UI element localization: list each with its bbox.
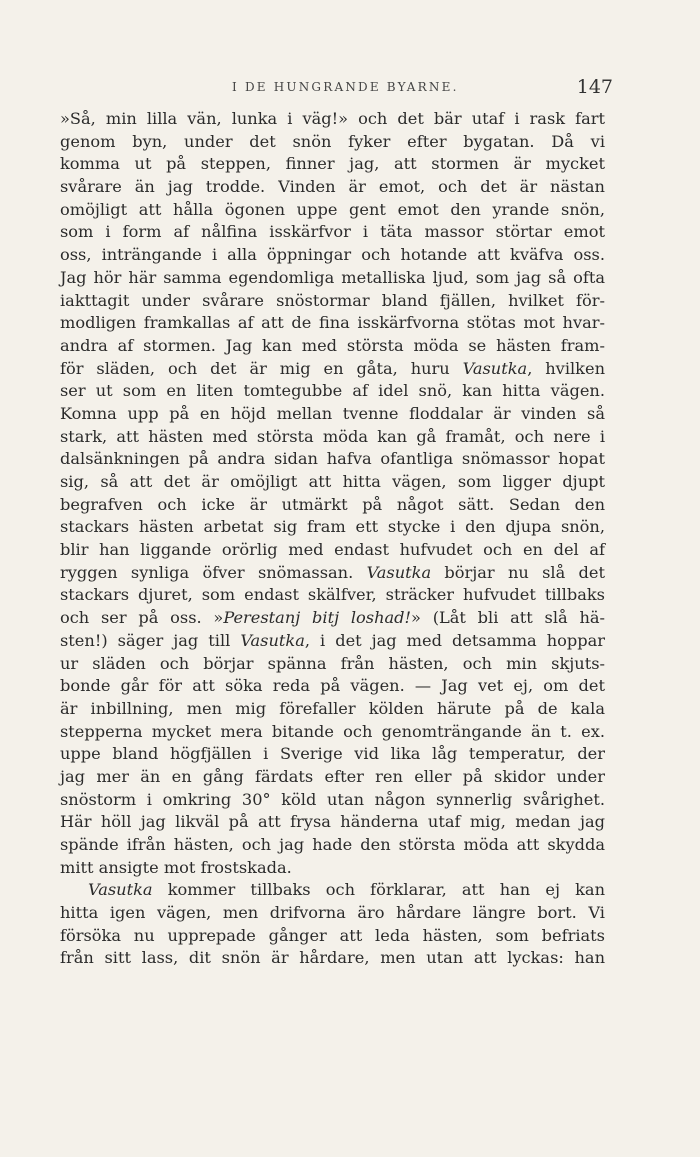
- italic-text: Vasutka: [366, 562, 432, 582]
- text-line: [60, 335, 605, 358]
- text-line: [60, 290, 605, 313]
- text-line: [60, 131, 605, 154]
- text-segment: genom byn, under det snön fyker efter bygatan. Då vi: [60, 131, 605, 151]
- text-line: [60, 584, 605, 607]
- text-line: [60, 562, 605, 585]
- text-segment: är inbillning, men mig förefaller kölden härute på de kala: [60, 698, 605, 718]
- text-segment: sten!) säger jag till: [60, 630, 241, 650]
- text-segment: stepperna mycket mera bitande och genomträngande än t. ex.: [60, 721, 605, 741]
- page-header: [60, 76, 613, 106]
- text-segment: bonde går för att söka reda på vägen. — Jag vet ej, om det: [60, 676, 605, 696]
- text-segment: svårare än jag trodde. Vinden är emot, och det är nästan: [60, 177, 605, 197]
- text-segment: Komna upp på en höjd mellan tvenne floddalar är vinden så: [60, 403, 605, 423]
- text-line: [60, 267, 605, 290]
- text-segment: stackars djuret, som endast skälfver, sträcker hufvudet tillbaks: [60, 585, 605, 605]
- text-line: [60, 221, 605, 244]
- text-line: [60, 539, 605, 562]
- text-line: [60, 494, 605, 517]
- text-segment: stark, att hästen med största möda kan gå framåt, och nere i: [60, 426, 605, 446]
- italic-text: Vasutka: [462, 358, 528, 378]
- italic-text: Perestanj bitj loshad!: [223, 608, 412, 628]
- text-line: [60, 108, 605, 131]
- text-segment: iakttagit under svårare snöstormar bland fjällen, hvilket för-: [60, 290, 605, 310]
- text-line: [60, 607, 605, 630]
- text-segment: »Så, min lilla vän, lunka i väg!» och det bär utaf i rask fart: [60, 109, 605, 128]
- text-segment: som i form af nålfina isskärfvor i täta massor störtar emot: [60, 222, 605, 242]
- text-line: [60, 244, 605, 267]
- text-line: [60, 879, 605, 902]
- text-line: [60, 448, 605, 471]
- text-line: [60, 721, 605, 744]
- text-segment: omöjligt att hålla ögonen uppe gent emot den yrande snön,: [60, 199, 605, 219]
- text-segment: börjar nu slå det: [431, 562, 605, 582]
- italic-text: Vasutka: [240, 630, 305, 650]
- page-number: 147: [576, 76, 613, 98]
- text-segment: komma ut på steppen, finner jag, att stormen är mycket: [60, 154, 605, 174]
- text-line: [60, 176, 605, 199]
- text-segment: kommer tillbaks och förklarar, att han ej kan: [152, 880, 605, 900]
- text-line: [60, 698, 605, 721]
- text-segment: ur släden och börjar spänna från hästen, och min skjuts-: [60, 653, 605, 673]
- text-line: [60, 902, 605, 925]
- text-segment: och ser på oss. »: [60, 608, 224, 628]
- text-segment: , hvilken: [527, 358, 606, 378]
- body-text: [60, 108, 605, 970]
- text-segment: för släden, och det är mig en gåta, huru: [60, 358, 463, 378]
- text-segment: från sitt lass, dit snön är hårdare, men utan att lyckas: han: [60, 948, 605, 968]
- text-segment: andra af stormen. Jag kan med största möda se hästen fram-: [60, 335, 605, 355]
- text-segment: blir han liggande orörlig med endast hufvudet och en del af: [60, 540, 605, 560]
- text-line: [60, 925, 605, 948]
- text-segment: » (Låt bli att slå hä-: [411, 608, 605, 628]
- text-segment: ser ut som en liten tomtegubbe af idel snö, kan hitta vägen.: [60, 381, 605, 401]
- text-segment: stackars hästen arbetat sig fram ett stycke i den djupa snön,: [60, 517, 605, 537]
- text-segment: snöstorm i omkring 30° köld utan någon synnerlig svårighet.: [60, 789, 605, 809]
- text-line: [60, 811, 605, 834]
- text-segment: modligen framkallas af att de fina isskärfvorna stötas mot hvar-: [60, 313, 605, 333]
- text-line: [60, 516, 605, 539]
- italic-text: Vasutka: [88, 880, 153, 900]
- text-segment: Här höll jag likväl på att frysa händerna utaf mig, medan jag: [60, 812, 605, 832]
- text-line: [60, 857, 605, 880]
- text-segment: jag mer än en gång färdats efter ren eller på skidor under: [60, 766, 605, 786]
- text-line: [60, 834, 605, 857]
- text-line: [60, 947, 605, 970]
- text-segment: hitta igen vägen, men drifvorna äro hårdare längre bort. Vi: [60, 903, 605, 923]
- text-line: [60, 358, 605, 381]
- running-head: I DE HUNGRANDE BYARNE.: [232, 80, 459, 94]
- text-segment: begrafven och icke är utmärkt på något sätt. Sedan den: [60, 494, 605, 514]
- text-line: [60, 380, 605, 403]
- text-segment: försöka nu upprepade gånger att leda hästen, som befriats: [60, 925, 605, 945]
- text-line: [60, 426, 605, 449]
- text-segment: sig, så att det är omöjligt att hitta vägen, som ligger djupt: [60, 472, 605, 491]
- text-line: [60, 312, 605, 335]
- text-segment: spände ifrån hästen, och jag hade den största möda att skydda: [60, 835, 605, 854]
- text-segment: dalsänkningen på andra sidan hafva ofantliga snömassor hopat: [60, 449, 605, 469]
- text-segment: , i det jag med detsamma hoppar: [304, 630, 605, 650]
- text-line: [60, 766, 605, 789]
- text-line: [60, 471, 605, 494]
- text-segment: oss, inträngande i alla öppningar och hotande att kväfva oss.: [60, 245, 605, 265]
- text-line: [60, 199, 605, 222]
- text-line: [60, 403, 605, 426]
- text-line: [60, 675, 605, 698]
- text-segment: mitt ansigte mot frostskada.: [60, 857, 292, 877]
- text-line: [60, 789, 605, 812]
- text-line: [60, 743, 605, 766]
- text-line: [60, 630, 605, 653]
- text-segment: ryggen synliga öfver snömassan.: [60, 562, 367, 582]
- text-line: [60, 653, 605, 676]
- text-segment: Jag hör här samma egendomliga metalliska ljud, som jag så ofta: [60, 267, 605, 287]
- text-line: [60, 153, 605, 176]
- text-segment: uppe bland högfjällen i Sverige vid lika låg temperatur, der: [60, 744, 605, 764]
